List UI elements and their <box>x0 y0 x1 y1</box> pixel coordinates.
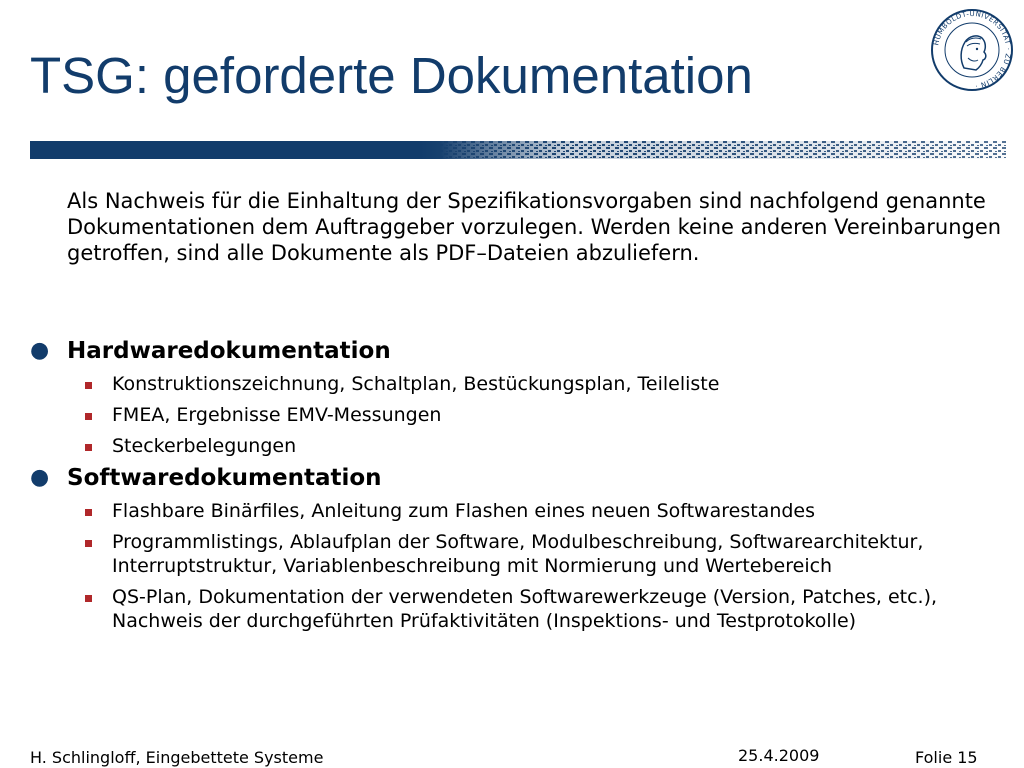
list-item <box>30 585 1010 633</box>
section-heading <box>30 336 1010 366</box>
square-bullet-icon <box>85 595 92 602</box>
slide-title: TSG: geforderte Dokumentation <box>30 47 753 104</box>
square-bullet-icon <box>85 540 92 547</box>
list-item-text: FMEA, Ergebnisse EMV-Messungen <box>112 404 442 426</box>
square-bullet-icon <box>85 382 92 389</box>
list-item-text: Flashbare Binärfiles, Anleitung zum Flashen eines neuen Softwarestandes <box>112 500 816 522</box>
list-item <box>30 403 1010 427</box>
list-item <box>30 530 1010 578</box>
list-item <box>30 434 1010 458</box>
list-item-text: Steckerbelegungen <box>112 435 297 457</box>
round-bullet-icon: ● <box>30 465 50 490</box>
software-list <box>30 499 1010 633</box>
software-heading: Softwaredokumentation <box>67 465 382 491</box>
svg-text:HUMBOLDT-UNIVERSITÄT · ZU BERL: HUMBOLDT-UNIVERSITÄT · ZU BERLIN · <box>932 9 1013 90</box>
square-bullet-icon <box>85 509 92 516</box>
footer-page-number: Folie 15 <box>915 748 978 767</box>
university-seal-logo <box>930 8 1014 92</box>
intro-paragraph: Als Nachweis für die Einhaltung der Spezifikationsvorgaben sind nachfolgend genannte Dokumentationen dem Auftraggeber vorzulegen. Werden keine anderen Vereinbarungen getroffen, sind alle Dokumente als PDF–Dateien abzuliefern. <box>67 189 1002 265</box>
section-heading <box>30 463 1010 493</box>
software-section <box>30 463 1010 640</box>
hardware-section <box>30 336 1010 465</box>
hardware-heading: Hardwaredokumentation <box>67 338 391 364</box>
square-bullet-icon <box>85 413 92 420</box>
title-underline-bar <box>30 141 1006 159</box>
list-item-text: Programmlistings, Ablaufplan der Software, Modulbeschreibung, Softwarearchitektur, Interruptstruktur, Variablenbeschreibung mit Normierung und Wertebereich <box>112 531 924 577</box>
list-item-text: QS-Plan, Dokumentation der verwendeten Softwarewerkzeuge (Version, Patches, etc.), Nachweis der durchgeführten Prüfaktivitäten (Inspektions- und Testprotokolle) <box>112 586 938 632</box>
list-item-text: Konstruktionszeichnung, Schaltplan, Bestückungsplan, Teileliste <box>112 373 720 395</box>
footer-date: 25.4.2009 <box>738 746 820 765</box>
footer-author: H. Schlingloff, Eingebettete Systeme <box>30 748 324 767</box>
round-bullet-icon: ● <box>30 338 50 363</box>
list-item <box>30 499 1010 523</box>
square-bullet-icon <box>85 444 92 451</box>
list-item <box>30 372 1010 396</box>
hardware-list <box>30 372 1010 458</box>
